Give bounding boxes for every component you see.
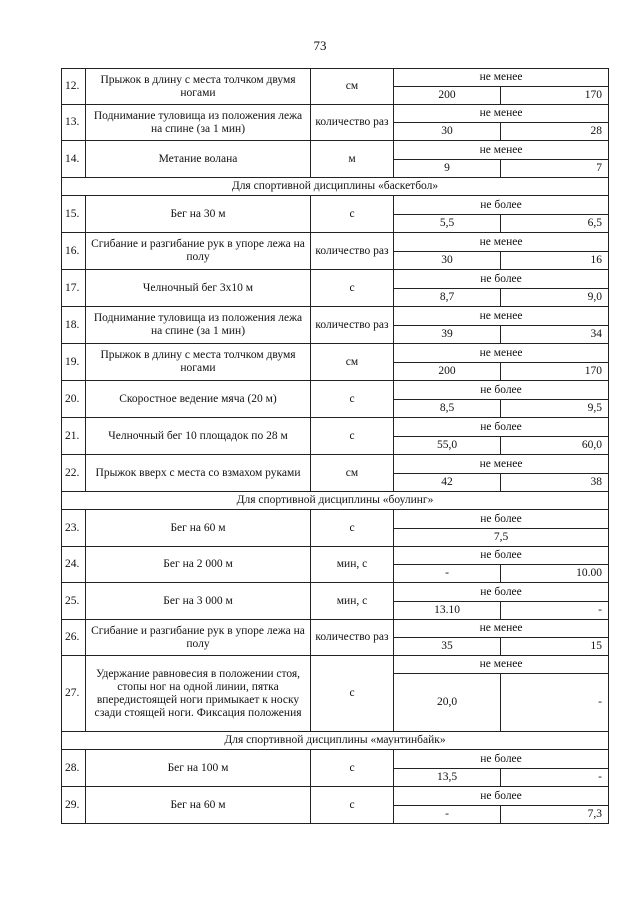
value-girls: 6,5 [501, 215, 609, 233]
condition: не более [394, 787, 609, 806]
unit: с [311, 750, 394, 787]
value-boys: 39 [394, 326, 501, 344]
value-boys: - [394, 806, 501, 824]
unit: см [311, 455, 394, 492]
row-number: 29. [62, 787, 86, 824]
table-row [62, 583, 609, 602]
row-number: 19. [62, 344, 86, 381]
exercise-name: Сгибание и разгибание рук в упоре лежа на полу [86, 620, 311, 656]
row-number: 15. [62, 196, 86, 233]
value: 7,5 [394, 529, 609, 547]
unit: с [311, 656, 394, 732]
exercise-name: Прыжок в длину с места толчком двумя ногами [86, 69, 311, 105]
row-number: 13. [62, 105, 86, 141]
row-number: 23. [62, 510, 86, 547]
value-girls: 60,0 [501, 437, 609, 455]
table-row [62, 656, 609, 674]
table-row [62, 381, 609, 400]
unit: с [311, 418, 394, 455]
table-row [62, 547, 609, 565]
exercise-name: Удержание равновесия в положении стоя, стопы ног на одной линии, пятка впередистоящей ноги примыкает к носку сзади стоящей ноги. Фиксация положения [86, 656, 311, 732]
table-row [62, 141, 609, 160]
value-boys: 55,0 [394, 437, 501, 455]
page-number: 73 [313, 38, 327, 53]
value-girls: 34 [501, 326, 609, 344]
exercise-name: Прыжок в длину с места толчком двумя ногами [86, 344, 311, 381]
section-heading: Для спортивной дисциплины «маунтинбайк» [62, 732, 609, 750]
unit: количество раз [311, 233, 394, 270]
value-girls: 9,5 [501, 400, 609, 418]
value-boys: 42 [394, 474, 501, 492]
value-boys: 20,0 [394, 674, 501, 732]
row-number: 26. [62, 620, 86, 656]
table-row [62, 750, 609, 769]
row-number: 27. [62, 656, 86, 732]
condition: не менее [394, 105, 609, 123]
value-girls: 7 [501, 160, 609, 178]
table-row [62, 307, 609, 326]
condition: не менее [394, 455, 609, 474]
section-heading: Для спортивной дисциплины «боулинг» [62, 492, 609, 510]
unit: с [311, 196, 394, 233]
condition: не более [394, 270, 609, 289]
value-girls: 170 [501, 363, 609, 381]
row-number: 18. [62, 307, 86, 344]
unit: с [311, 381, 394, 418]
exercise-name: Бег на 3 000 м [86, 583, 311, 620]
section-row [62, 178, 609, 196]
value-boys: 8,7 [394, 289, 501, 307]
condition: не более [394, 583, 609, 602]
exercise-name: Поднимание туловища из положения лежа на спине (за 1 мин) [86, 105, 311, 141]
exercise-name: Скоростное ведение мяча (20 м) [86, 381, 311, 418]
condition: не менее [394, 69, 609, 87]
condition: не более [394, 547, 609, 565]
table-row [62, 418, 609, 437]
value-girls: - [501, 602, 609, 620]
exercise-name: Челночный бег 3х10 м [86, 270, 311, 307]
row-number: 12. [62, 69, 86, 105]
row-number: 28. [62, 750, 86, 787]
condition: не менее [394, 620, 609, 638]
section-row [62, 492, 609, 510]
table-row [62, 510, 609, 529]
exercise-name: Прыжок вверх с места со взмахом руками [86, 455, 311, 492]
value-girls: 38 [501, 474, 609, 492]
table-row [62, 196, 609, 215]
table-row [62, 787, 609, 806]
value-girls: 28 [501, 123, 609, 141]
row-number: 14. [62, 141, 86, 178]
value-girls: 170 [501, 87, 609, 105]
exercise-name: Бег на 2 000 м [86, 547, 311, 583]
value-girls: - [501, 674, 609, 732]
value-boys: 200 [394, 87, 501, 105]
table-row [62, 105, 609, 123]
condition: не более [394, 750, 609, 769]
row-number: 25. [62, 583, 86, 620]
value-boys: - [394, 565, 501, 583]
condition: не менее [394, 307, 609, 326]
table-row [62, 69, 609, 87]
row-number: 20. [62, 381, 86, 418]
exercise-name: Бег на 100 м [86, 750, 311, 787]
row-number: 22. [62, 455, 86, 492]
value-girls: 10.00 [501, 565, 609, 583]
value-boys: 30 [394, 252, 501, 270]
value-boys: 5,5 [394, 215, 501, 233]
row-number: 21. [62, 418, 86, 455]
value-boys: 35 [394, 638, 501, 656]
unit: см [311, 69, 394, 105]
unit: с [311, 270, 394, 307]
row-number: 16. [62, 233, 86, 270]
unit: количество раз [311, 307, 394, 344]
row-number: 17. [62, 270, 86, 307]
standards-table [61, 68, 609, 824]
condition: не менее [394, 656, 609, 674]
value-boys: 8,5 [394, 400, 501, 418]
unit: с [311, 510, 394, 547]
value-boys: 9 [394, 160, 501, 178]
condition: не более [394, 381, 609, 400]
value-girls: 7,3 [501, 806, 609, 824]
table-row [62, 270, 609, 289]
value-boys: 13.10 [394, 602, 501, 620]
value-boys: 13,5 [394, 769, 501, 787]
section-heading: Для спортивной дисциплины «баскетбол» [62, 178, 609, 196]
section-row [62, 732, 609, 750]
condition: не более [394, 510, 609, 529]
table-row [62, 344, 609, 363]
condition: не более [394, 418, 609, 437]
exercise-name: Бег на 60 м [86, 510, 311, 547]
exercise-name: Бег на 30 м [86, 196, 311, 233]
table-row [62, 455, 609, 474]
row-number: 24. [62, 547, 86, 583]
exercise-name: Челночный бег 10 площадок по 28 м [86, 418, 311, 455]
value-girls: 16 [501, 252, 609, 270]
unit: м [311, 141, 394, 178]
value-girls: - [501, 769, 609, 787]
exercise-name: Сгибание и разгибание рук в упоре лежа на полу [86, 233, 311, 270]
unit: количество раз [311, 620, 394, 656]
unit: с [311, 787, 394, 824]
value-boys: 30 [394, 123, 501, 141]
value-girls: 9,0 [501, 289, 609, 307]
condition: не менее [394, 344, 609, 363]
condition: не менее [394, 141, 609, 160]
table-row [62, 620, 609, 638]
unit: количество раз [311, 105, 394, 141]
unit: мин, с [311, 547, 394, 583]
value-boys: 200 [394, 363, 501, 381]
exercise-name: Метание волана [86, 141, 311, 178]
unit: мин, с [311, 583, 394, 620]
condition: не более [394, 196, 609, 215]
condition: не менее [394, 233, 609, 252]
unit: см [311, 344, 394, 381]
table-row [62, 233, 609, 252]
exercise-name: Поднимание туловища из положения лежа на спине (за 1 мин) [86, 307, 311, 344]
exercise-name: Бег на 60 м [86, 787, 311, 824]
value-girls: 15 [501, 638, 609, 656]
